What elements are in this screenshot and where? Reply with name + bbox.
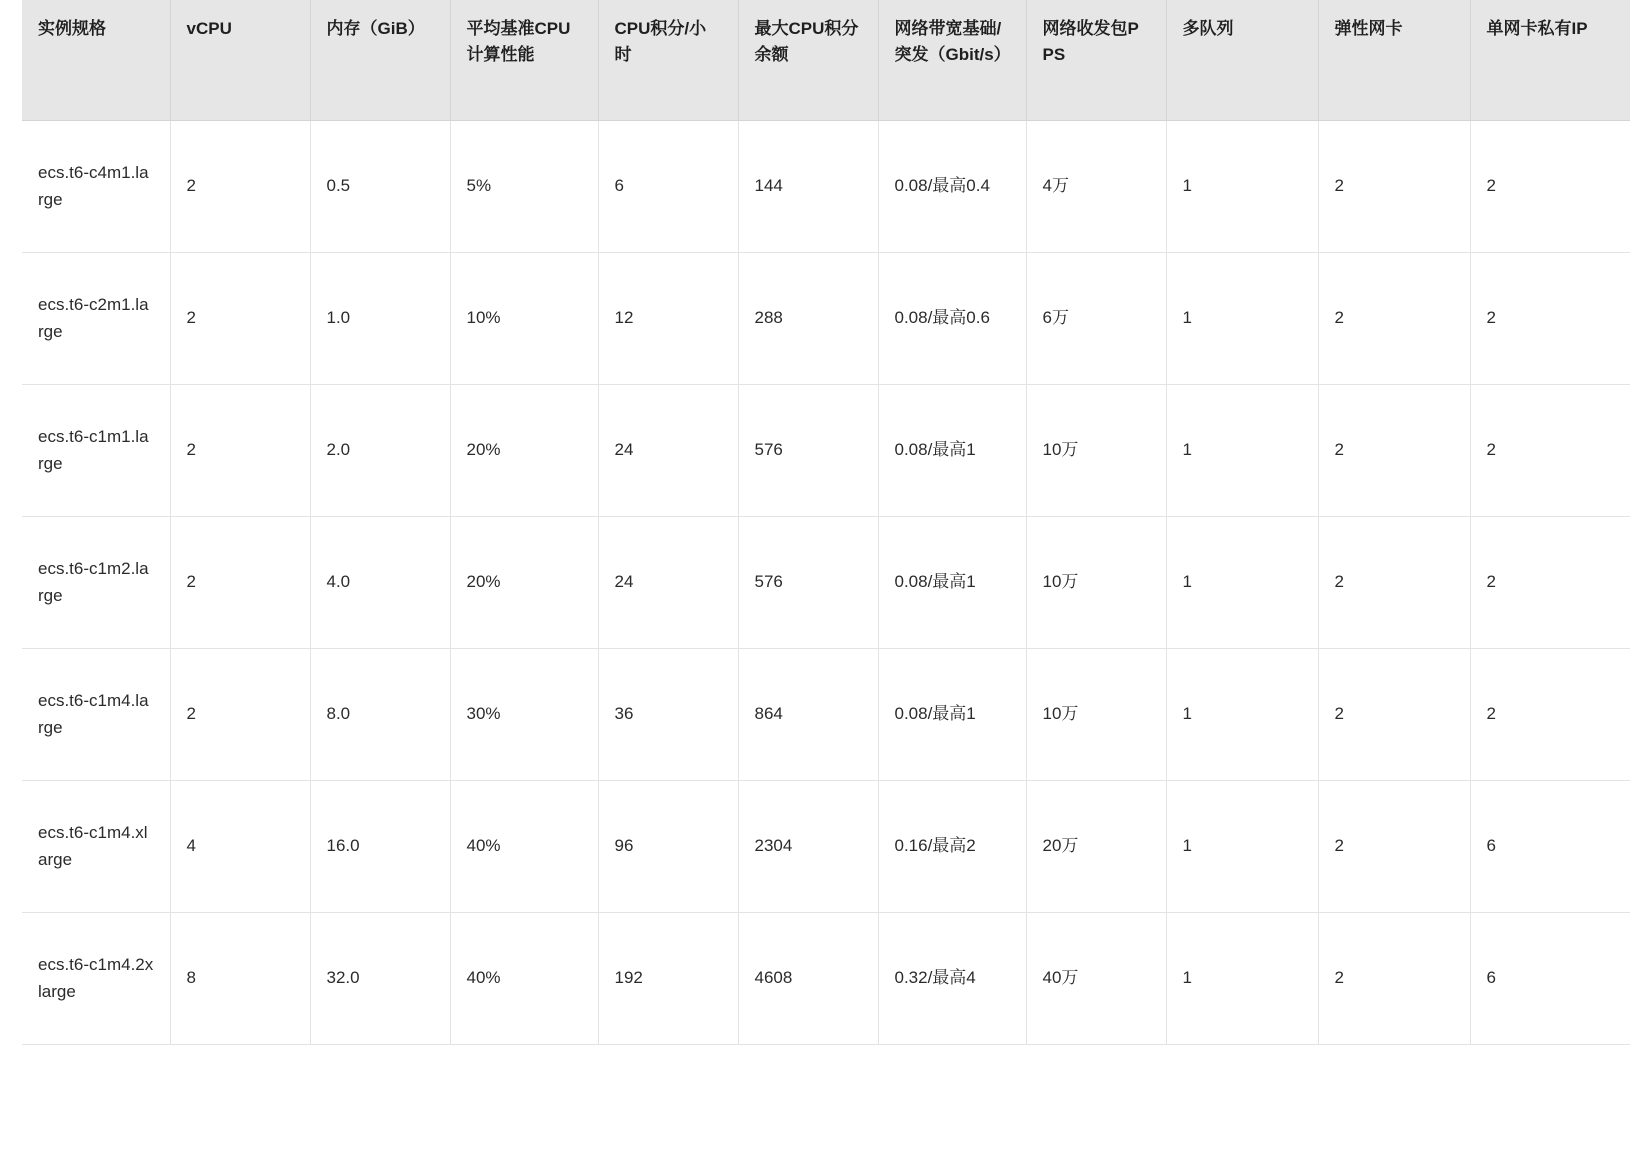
- column-header-private-ip: 单网卡私有IP: [1470, 0, 1630, 120]
- table-row: [22, 384, 1630, 516]
- cell-instance-type: ecs.t6-c1m4.xlarge: [22, 780, 170, 912]
- cell-credits-per-hour: 24: [598, 384, 738, 516]
- cell-enis: 2: [1318, 384, 1470, 516]
- cell-bandwidth: 0.08/最高0.4: [878, 120, 1026, 252]
- cell-baseline: 10%: [450, 252, 598, 384]
- cell-max-credits: 4608: [738, 912, 878, 1044]
- cell-credits-per-hour: 6: [598, 120, 738, 252]
- cell-instance-type: ecs.t6-c1m4.2xlarge: [22, 912, 170, 1044]
- cell-enis: 2: [1318, 516, 1470, 648]
- cell-queues: 1: [1166, 516, 1318, 648]
- cell-bandwidth: 0.32/最高4: [878, 912, 1026, 1044]
- cell-vcpu: 2: [170, 120, 310, 252]
- column-header-vcpu: vCPU: [170, 0, 310, 120]
- cell-vcpu: 2: [170, 516, 310, 648]
- column-header-max-cpu-credits: 最大CPU积分余额: [738, 0, 878, 120]
- instance-spec-table-container: [22, 0, 1630, 1045]
- table-row: [22, 252, 1630, 384]
- cell-memory: 0.5: [310, 120, 450, 252]
- column-header-queues: 多队列: [1166, 0, 1318, 120]
- cell-queues: 1: [1166, 120, 1318, 252]
- cell-baseline: 30%: [450, 648, 598, 780]
- table-row: [22, 516, 1630, 648]
- cell-pps: 10万: [1026, 648, 1166, 780]
- cell-baseline: 40%: [450, 912, 598, 1044]
- cell-enis: 2: [1318, 780, 1470, 912]
- cell-queues: 1: [1166, 780, 1318, 912]
- cell-instance-type: ecs.t6-c1m4.large: [22, 648, 170, 780]
- cell-vcpu: 2: [170, 384, 310, 516]
- cell-pps: 40万: [1026, 912, 1166, 1044]
- cell-baseline: 5%: [450, 120, 598, 252]
- column-header-instance-type: 实例规格: [22, 0, 170, 120]
- cell-memory: 8.0: [310, 648, 450, 780]
- cell-max-credits: 576: [738, 516, 878, 648]
- cell-vcpu: 2: [170, 648, 310, 780]
- cell-pps: 20万: [1026, 780, 1166, 912]
- cell-enis: 2: [1318, 120, 1470, 252]
- cell-credits-per-hour: 96: [598, 780, 738, 912]
- column-header-network-bandwidth: 网络带宽基础/突发（Gbit/s）: [878, 0, 1026, 120]
- cell-credits-per-hour: 24: [598, 516, 738, 648]
- cell-instance-type: ecs.t6-c2m1.large: [22, 252, 170, 384]
- cell-credits-per-hour: 36: [598, 648, 738, 780]
- cell-credits-per-hour: 12: [598, 252, 738, 384]
- cell-enis: 2: [1318, 252, 1470, 384]
- cell-enis: 2: [1318, 648, 1470, 780]
- cell-bandwidth: 0.16/最高2: [878, 780, 1026, 912]
- cell-enis: 2: [1318, 912, 1470, 1044]
- cell-pps: 4万: [1026, 120, 1166, 252]
- cell-pps: 6万: [1026, 252, 1166, 384]
- table-header-row: [22, 0, 1630, 120]
- cell-baseline: 40%: [450, 780, 598, 912]
- cell-vcpu: 8: [170, 912, 310, 1044]
- cell-private-ips: 6: [1470, 912, 1630, 1044]
- column-header-elastic-nic: 弹性网卡: [1318, 0, 1470, 120]
- cell-bandwidth: 0.08/最高0.6: [878, 252, 1026, 384]
- table-row: [22, 780, 1630, 912]
- table-row: [22, 912, 1630, 1044]
- cell-private-ips: 6: [1470, 780, 1630, 912]
- cell-memory: 2.0: [310, 384, 450, 516]
- cell-bandwidth: 0.08/最高1: [878, 648, 1026, 780]
- cell-credits-per-hour: 192: [598, 912, 738, 1044]
- cell-bandwidth: 0.08/最高1: [878, 516, 1026, 648]
- cell-pps: 10万: [1026, 516, 1166, 648]
- column-header-network-pps: 网络收发包PPS: [1026, 0, 1166, 120]
- cell-instance-type: ecs.t6-c4m1.large: [22, 120, 170, 252]
- cell-memory: 16.0: [310, 780, 450, 912]
- cell-private-ips: 2: [1470, 252, 1630, 384]
- table-row: [22, 120, 1630, 252]
- cell-private-ips: 2: [1470, 120, 1630, 252]
- cell-baseline: 20%: [450, 384, 598, 516]
- cell-max-credits: 2304: [738, 780, 878, 912]
- cell-instance-type: ecs.t6-c1m1.large: [22, 384, 170, 516]
- cell-queues: 1: [1166, 252, 1318, 384]
- cell-vcpu: 4: [170, 780, 310, 912]
- cell-private-ips: 2: [1470, 648, 1630, 780]
- cell-max-credits: 864: [738, 648, 878, 780]
- cell-queues: 1: [1166, 912, 1318, 1044]
- cell-pps: 10万: [1026, 384, 1166, 516]
- column-header-baseline-cpu: 平均基准CPU计算性能: [450, 0, 598, 120]
- table-header: [22, 0, 1630, 120]
- cell-vcpu: 2: [170, 252, 310, 384]
- cell-instance-type: ecs.t6-c1m2.large: [22, 516, 170, 648]
- column-header-cpu-credits-hour: CPU积分/小时: [598, 0, 738, 120]
- cell-memory: 1.0: [310, 252, 450, 384]
- cell-memory: 4.0: [310, 516, 450, 648]
- cell-private-ips: 2: [1470, 516, 1630, 648]
- column-header-memory: 内存（GiB）: [310, 0, 450, 120]
- cell-queues: 1: [1166, 648, 1318, 780]
- cell-max-credits: 288: [738, 252, 878, 384]
- cell-memory: 32.0: [310, 912, 450, 1044]
- cell-max-credits: 576: [738, 384, 878, 516]
- cell-bandwidth: 0.08/最高1: [878, 384, 1026, 516]
- cell-baseline: 20%: [450, 516, 598, 648]
- table-body: [22, 120, 1630, 1044]
- cell-private-ips: 2: [1470, 384, 1630, 516]
- instance-spec-table: [22, 0, 1630, 1045]
- cell-max-credits: 144: [738, 120, 878, 252]
- cell-queues: 1: [1166, 384, 1318, 516]
- table-row: [22, 648, 1630, 780]
